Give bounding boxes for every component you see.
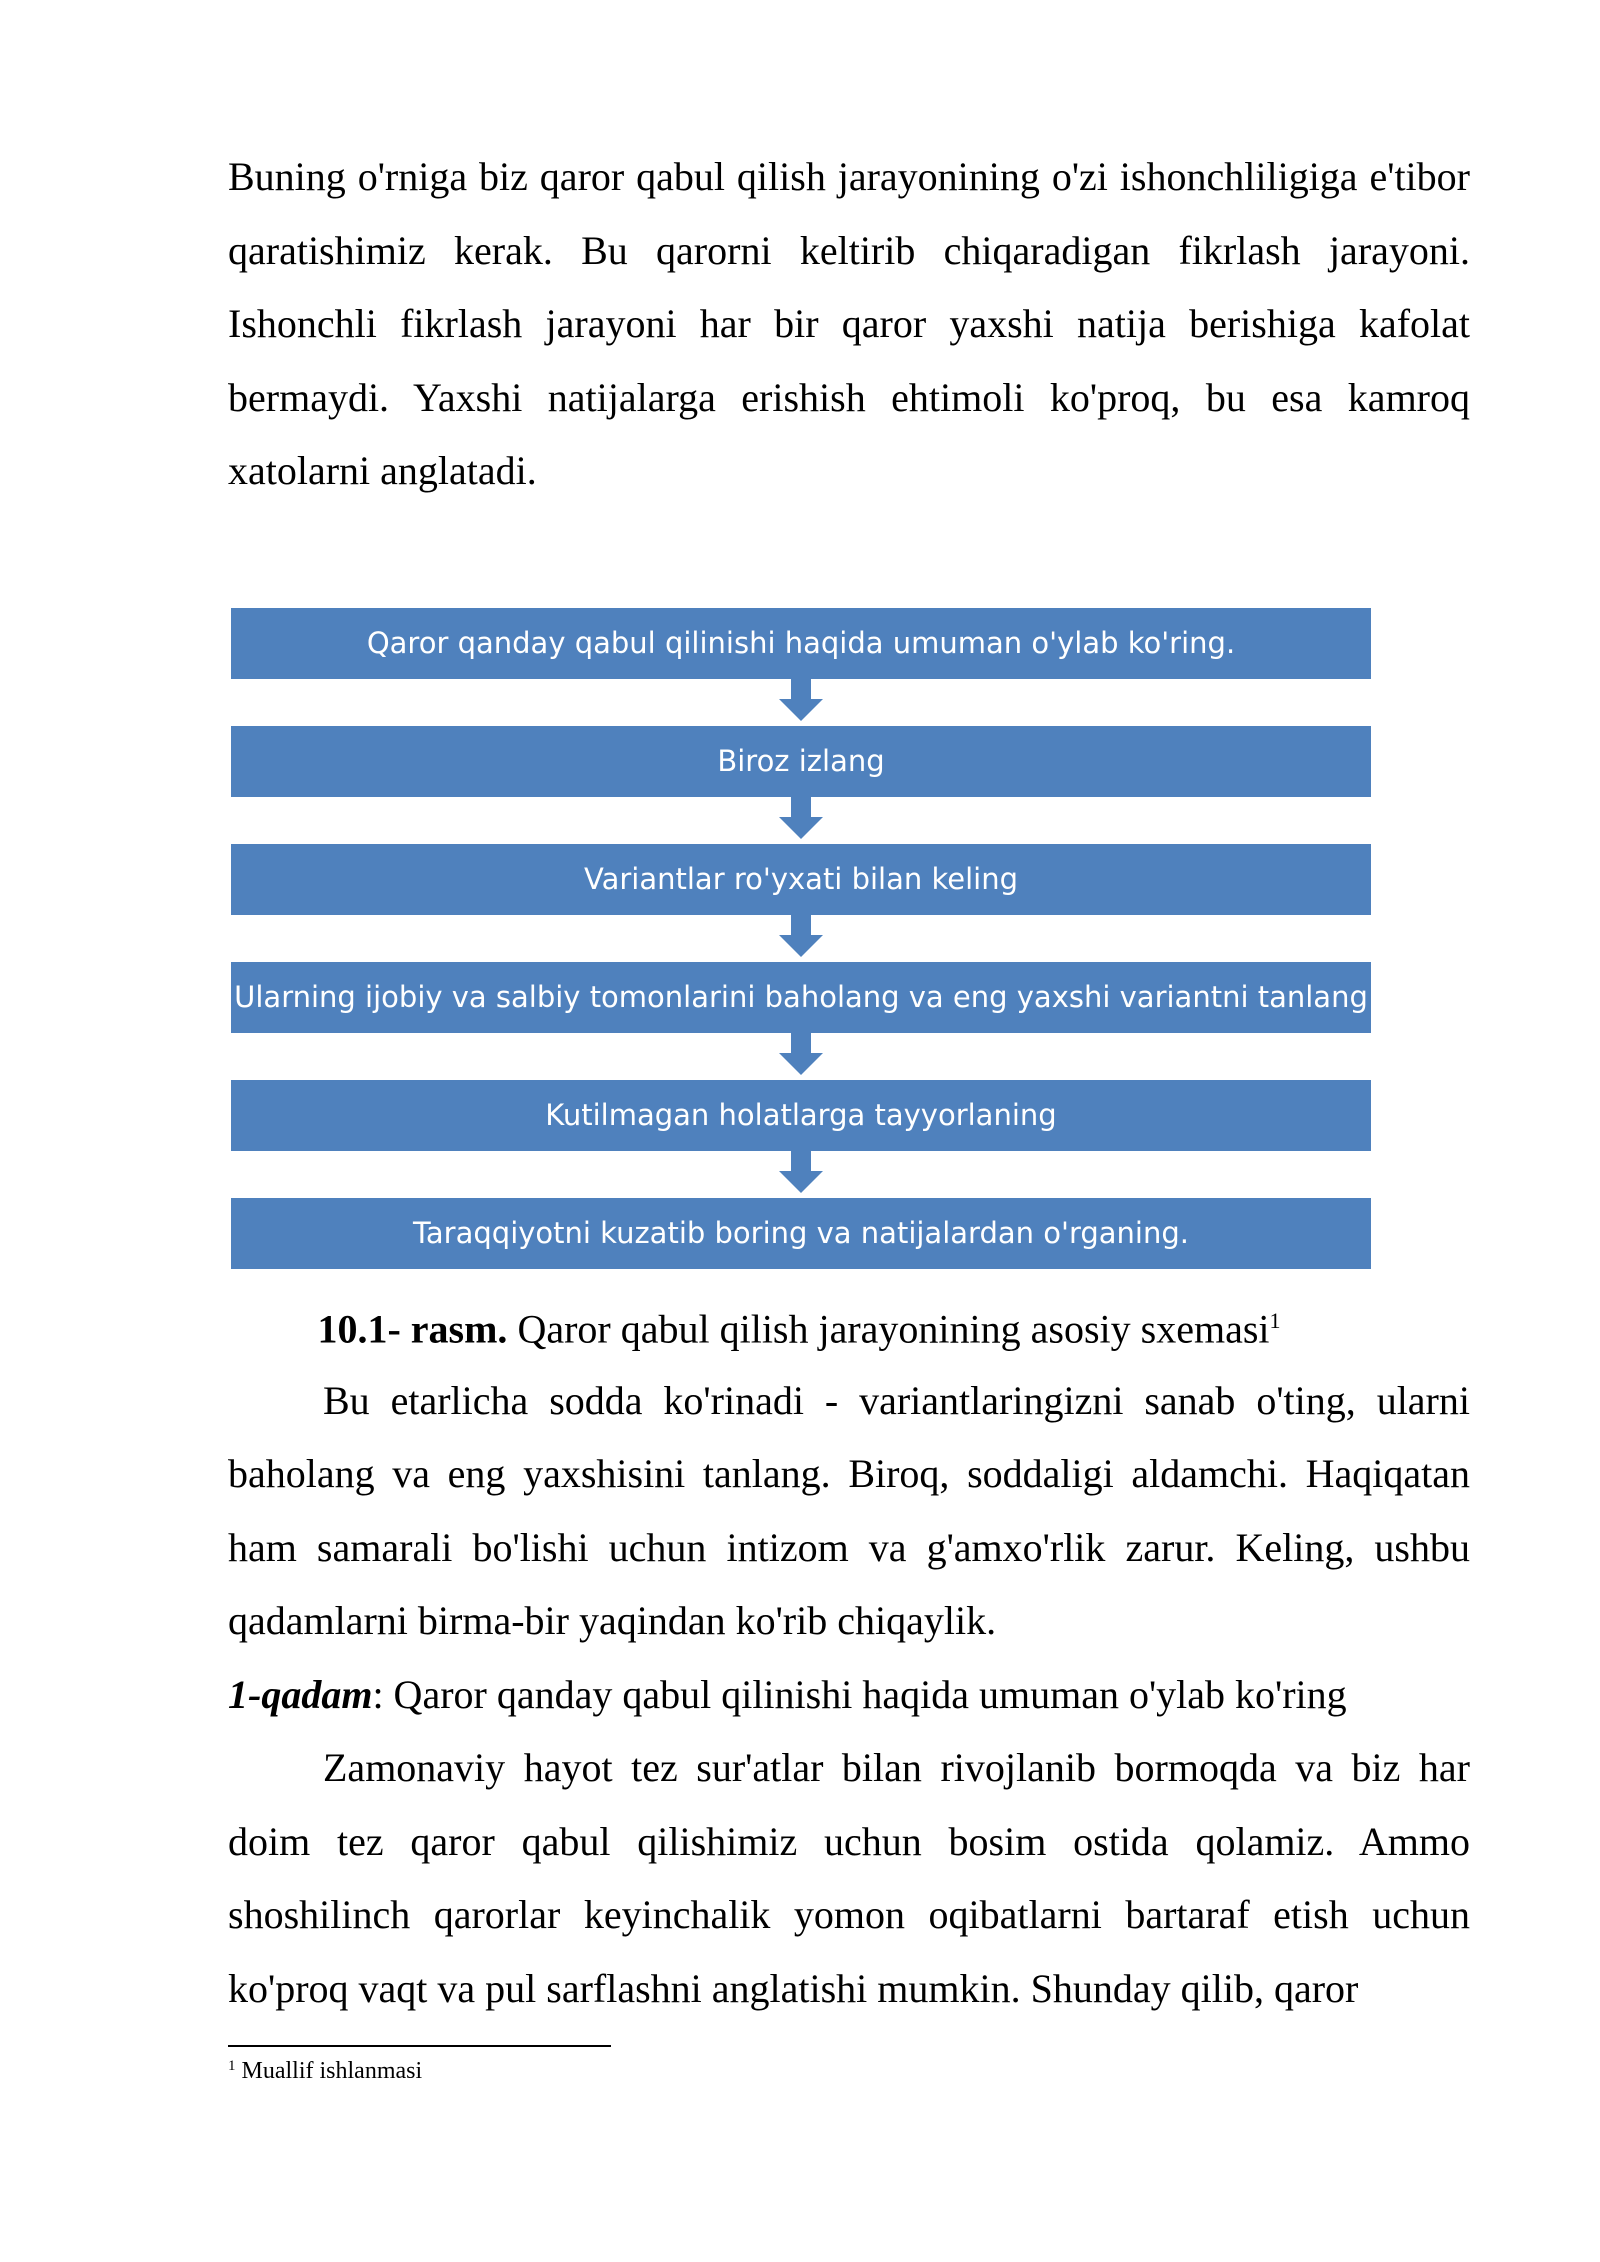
footnote-number: 1 (228, 2058, 236, 2074)
flow-step-3: Variantlar ro'yxati bilan keling (231, 844, 1371, 915)
step-label: 1-qadam (228, 1671, 373, 1717)
flow-step-6: Taraqqiyotni kuzatib boring va natijalardan o'rganing. (231, 1198, 1371, 1269)
down-arrow-icon (231, 915, 1371, 962)
footnote (228, 2058, 422, 2085)
footnote-divider (228, 2045, 611, 2047)
footnote-ref: 1 (1269, 1307, 1281, 1333)
step-heading (228, 1658, 1470, 1732)
flow-step-1: Qaror qanday qabul qilinishi haqida umuman o'ylab ko'ring. (231, 608, 1371, 679)
caption-text: Qaror qabul qilish jarayonining asosiy sxemasi (507, 1305, 1270, 1351)
footnote-text: Muallif ishlanmasi (235, 2058, 423, 2084)
down-arrow-icon (231, 1033, 1371, 1080)
paragraph-intro: Buning o'rniga biz qaror qabul qilish jarayonining o'zi ishonchliligiga e'tibor qaratishimiz kerak. Bu qarorni keltirib chiqaradigan fikrlash jarayoni. Ishonchli fikrlash jarayoni har bir qaror yaxshi natija berishiga kafolat bermaydi. Yaxshi natijalarga erishish ehtimoli ko'proq, bu esa kamroq xatolarni anglatadi. (228, 154, 1470, 493)
flow-step-2: Biroz izlang (231, 726, 1371, 797)
figure-caption (228, 1296, 1470, 1354)
step-title: : Qaror qanday qabul qilinishi haqida umuman o'ylab ko'ring (372, 1671, 1347, 1717)
down-arrow-icon (231, 1151, 1371, 1198)
caption-label: 10.1- rasm. (317, 1305, 508, 1351)
down-arrow-icon (231, 679, 1371, 726)
decision-flowchart (231, 608, 1371, 1269)
paragraph-step1: Zamonaviy hayot tez sur'atlar bilan rivojlanib bormoqda va biz har doim tez qaror qabul qilishimiz uchun bosim ostida qolamiz. Ammo shoshilinch qarorlar keyinchalik yomon oqibatlarni bartaraf etish uchun ko'proq vaqt va pul sarflashni anglatishi mumkin. Shunday qilib, qaror (228, 1745, 1470, 2011)
flow-step-4: Ularning ijobiy va salbiy tomonlarini baholang va eng yaxshi variantni tanlang (231, 962, 1371, 1033)
paragraph-summary: Bu etarlicha sodda ko'rinadi - variantlaringizni sanab o'ting, ularni baholang va eng yaxshisini tanlang. Biroq, soddaligi aldamchi. Haqiqatan ham samarali bo'lishi uchun intizom va g'amxo'rlik zarur. Keling, ushbu qadamlarni birma-bir yaqindan ko'rib chiqaylik. (228, 1377, 1470, 1644)
page-body (228, 140, 1470, 2025)
flow-step-5: Kutilmagan holatlarga tayyorlaning (231, 1080, 1371, 1151)
down-arrow-icon (231, 797, 1371, 844)
